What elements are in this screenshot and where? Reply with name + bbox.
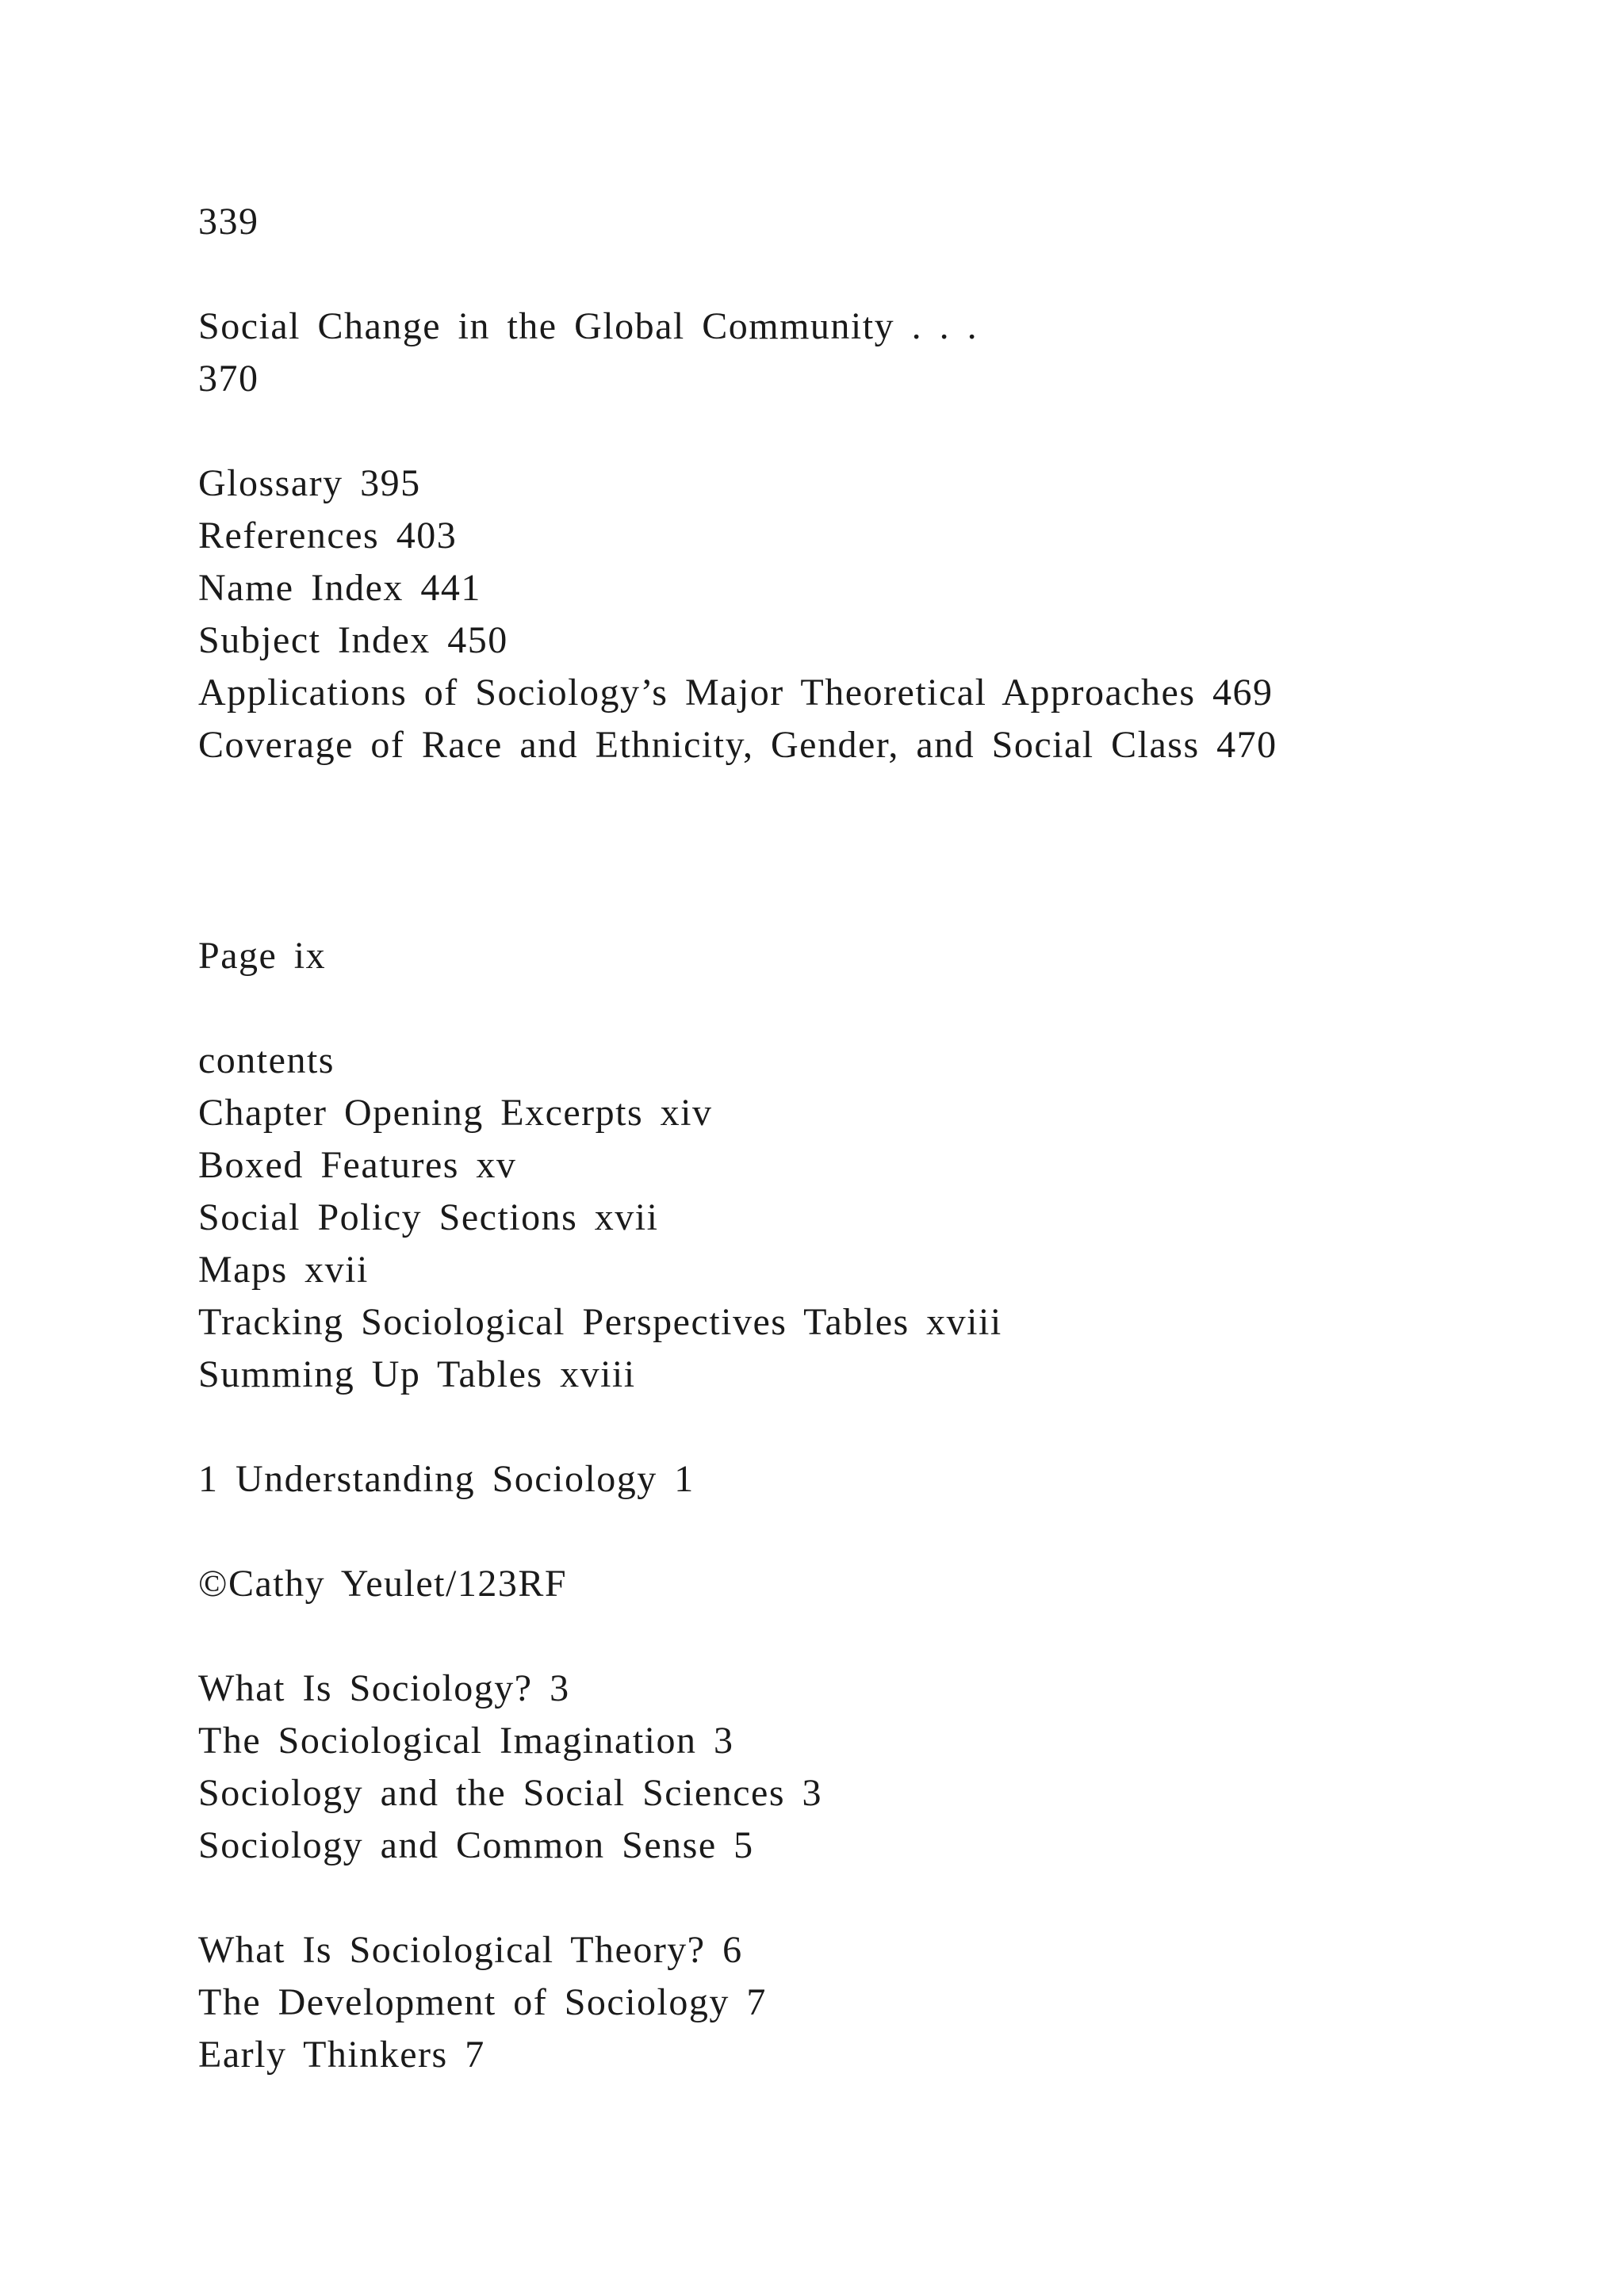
- toc-entry-glossary: Glossary 395: [198, 462, 421, 504]
- page-label: Page ix: [198, 935, 327, 977]
- toc-entry-early-thinkers: Early Thinkers 7: [198, 2034, 485, 2076]
- toc-entry-social-sciences: Sociology and the Social Sciences 3: [198, 1772, 823, 1814]
- toc-entry-references: References 403: [198, 515, 458, 557]
- toc-entry-what-is-sociology: What Is Sociology? 3: [198, 1667, 570, 1709]
- page-number-339: 339: [198, 201, 259, 243]
- toc-entry-name-index: Name Index 441: [198, 567, 481, 609]
- toc-entry-tracking-perspectives: Tracking Sociological Perspectives Tables xviii: [198, 1301, 1002, 1343]
- toc-entry-common-sense: Sociology and Common Sense 5: [198, 1824, 754, 1866]
- chapter-heading: 1 Understanding Sociology 1: [198, 1458, 695, 1500]
- toc-entry-social-policy-sections: Social Policy Sections xvii: [198, 1196, 659, 1238]
- toc-entry-sociological-imagination: The Sociological Imagination 3: [198, 1720, 734, 1762]
- toc-entry-summing-up-tables: Summing Up Tables xviii: [198, 1353, 636, 1395]
- toc-entry-chapter-opening-excerpts: Chapter Opening Excerpts xiv: [198, 1092, 713, 1134]
- toc-entry-boxed-features: Boxed Features xv: [198, 1144, 517, 1186]
- contents-heading: contents: [198, 1039, 335, 1081]
- toc-entry-page-370: 370: [198, 358, 259, 400]
- toc-entry-maps: Maps xvii: [198, 1249, 369, 1291]
- image-credit: ©Cathy Yeulet/123RF: [198, 1563, 568, 1605]
- toc-entry-coverage: Coverage of Race and Ethnicity, Gender, and Social Class 470: [198, 724, 1277, 766]
- toc-entry-sociological-theory: What Is Sociological Theory? 6: [198, 1929, 743, 1971]
- toc-entry-development-of-sociology: The Development of Sociology 7: [198, 1981, 767, 2023]
- toc-entry-applications: Applications of Sociology’s Major Theoretical Approaches 469: [198, 672, 1274, 714]
- toc-entry-social-change: Social Change in the Global Community . . .: [198, 305, 979, 347]
- toc-entry-subject-index: Subject Index 450: [198, 619, 508, 661]
